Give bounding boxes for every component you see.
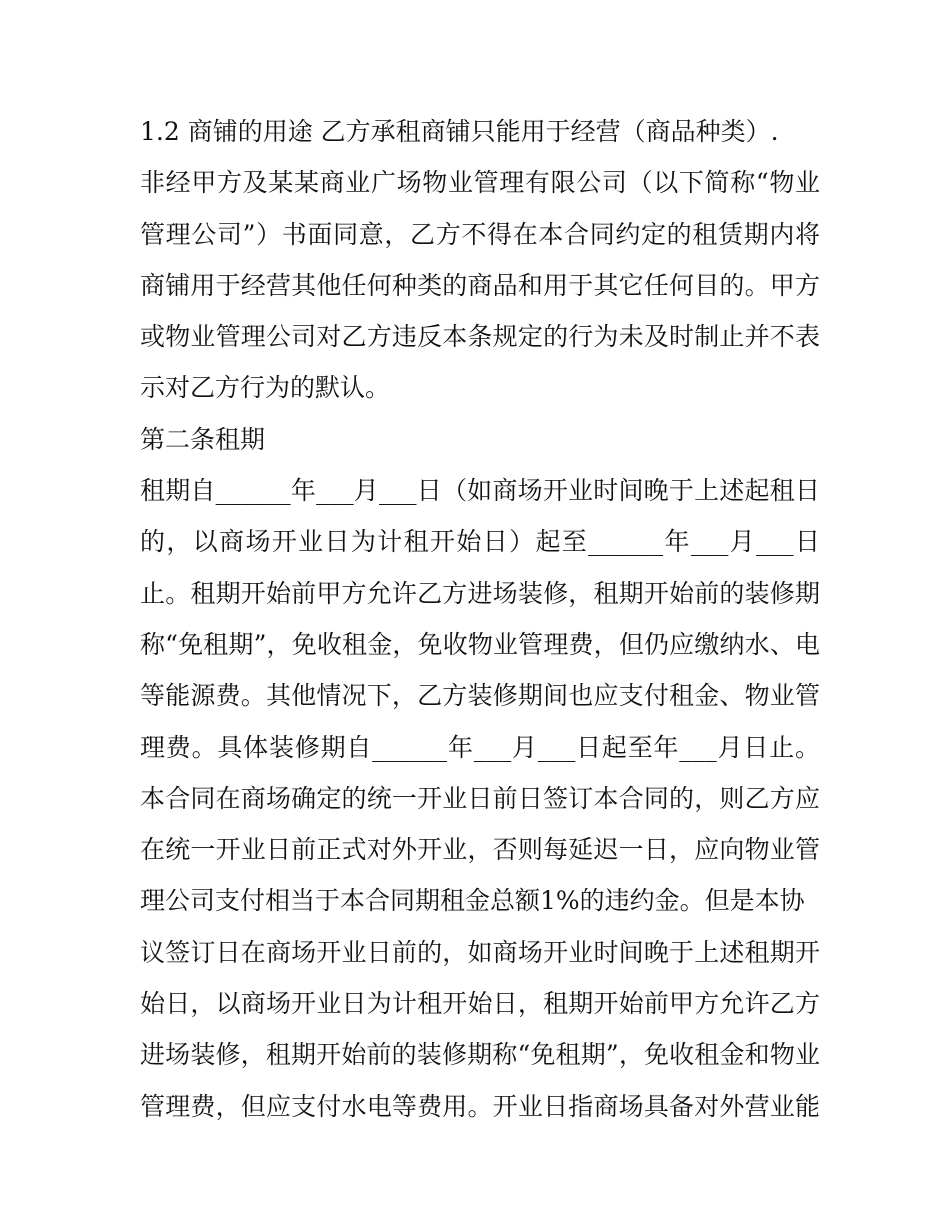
text-line-18: 始日，以商场开业日为计租开始日，租期开始前甲方允许乙方 [140,989,820,1019]
text-line-2: 非经甲方及某某商业广场物业管理有限公司（以下简称“物业 [140,168,820,198]
text-line-5: 或物业管理公司对乙方违反本条规定的行为未及时制止并不表 [140,322,820,352]
text-line-4: 商铺用于经营其他任何种类的商品和用于其它任何目的。甲方 [140,270,820,300]
text-line-8: 租期自______年___月___日（如商场开业时间晚于上述起租日 [140,476,820,506]
section-heading-term: 第二条租期 [140,424,266,454]
text-line-1: 1.2 商铺的用途 乙方承租商铺只能用于经营（商品种类）. [140,117,779,146]
text-line-14: 本合同在商场确定的统一开业日前日签订本合同的，则乙方应 [140,783,820,813]
text-line-20: 管理费，但应支付水电等费用。开业日指商场具备对外营业能 [140,1091,820,1121]
text-line-11: 称“免租期”，免收租金，免收物业管理费，但仍应缴纳水、电 [140,629,820,659]
text-line-19: 进场装修，租期开始前的装修期称“免租期”，免收租金和物业 [140,1040,820,1070]
text-line-12: 等能源费。其他情况下，乙方装修期间也应支付租金、物业管 [140,681,820,711]
text-line-9: 的，以商场开业日为计租开始日）起至______年___月___日 [140,527,820,557]
text-line-10: 止。租期开始前甲方允许乙方进场装修，租期开始前的装修期 [140,578,820,608]
text-line-15: 在统一开业日前正式对外开业，否则每延迟一日，应向物业管 [140,835,820,865]
text-line-17: 议签订日在商场开业日前的，如商场开业时间晚于上述租期开 [140,937,820,967]
text-line-3: 管理公司”）书面同意，乙方不得在本合同约定的租赁期内将 [140,219,820,249]
text-line-16: 理公司支付相当于本合同期租金总额1%的违约金。但是本协 [140,886,805,916]
text-line-6: 示对乙方行为的默认。 [140,373,391,403]
document-body [140,106,820,1132]
text-line-13: 理费。具体装修期自______年___月___日起至年___月日止。 [140,732,820,762]
